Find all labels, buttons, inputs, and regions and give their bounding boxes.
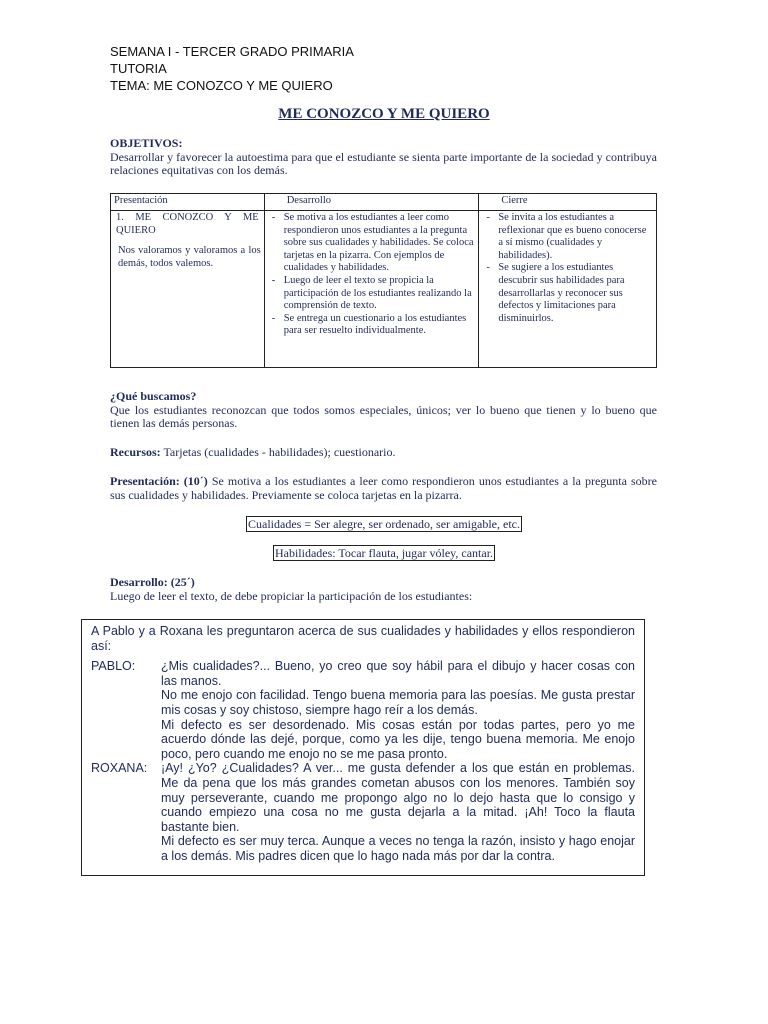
desarrollo-label: Desarrollo: (25´) (110, 575, 195, 589)
pablo-paragraph: Mi defecto es ser desordenado. Mis cosas están por todas partes, pero yo me acuerdo dónde las dejé, porque, como ya les dije, tengo buena memoria. Me enojo poco, pero cuando me enojo no se me pasa pronto. (161, 717, 635, 761)
roxana-response (91, 761, 635, 863)
pablo-response (91, 659, 635, 761)
recursos-label: Recursos: (110, 445, 161, 459)
presentacion-label: Presentación: (10´) (110, 474, 208, 488)
pablo-paragraph: ¿Mis cualidades?... Bueno, yo creo que soy hábil para el dibujo y hacer cosas con las manos. (161, 659, 635, 688)
habilidades-card (0, 546, 768, 561)
speaker-name-pablo: PABLO: (91, 659, 136, 674)
recursos-text: Tarjetas (cualidades - habilidades); cuestionario. (160, 445, 396, 459)
table-row (111, 211, 657, 368)
desarrollo-list (268, 212, 476, 338)
recursos-section (110, 446, 657, 460)
pablo-paragraph: No me enojo con facilidad. Tengo buena memoria para las poesías. Me gusta prestar mis cosas y soy chistoso, siempre hago reír a los demás. (161, 688, 635, 717)
cierre-list (482, 212, 653, 325)
header-line-tema: TEMA: ME CONOZCO Y ME QUIERO (110, 78, 333, 93)
page-title: ME CONOZCO Y ME QUIERO (278, 106, 490, 122)
lesson-plan-table (110, 193, 657, 368)
objetivos-section (110, 137, 657, 178)
cualidades-card (0, 517, 768, 532)
dialog-box (81, 619, 645, 876)
table-header-cierre: Cierre (479, 194, 657, 211)
list-item: - Se invita a los estudiantes a reflexionar que es bueno conocerse a sí mismo (cualidades y habilidades). (498, 212, 653, 262)
list-item: - Luego de leer el texto se propicia la participación de los estudiantes realizando la comprensión de texto. (284, 275, 476, 313)
header-line-tutoria: TUTORIA (110, 61, 167, 76)
table-header-row (111, 194, 657, 211)
list-item: - Se sugiere a los estudiantes descubrir sus habilidades para desarrollarlas y reconocer sus defectos y limitaciones para disminuirlos. (498, 262, 653, 325)
que-buscamos-text: Que los estudiantes reconozcan que todos somos especiales, únicos; ver lo bueno que tienen y lo bueno que tienen las demás personas. (110, 402, 657, 430)
dialog-intro: A Pablo y a Roxana les preguntaron acerca de sus cualidades y habilidades y ellos respondieron así: (91, 624, 635, 653)
presentacion-text: Nos valoramos y valoramos a los demás, todos valemos. (118, 245, 261, 269)
table-header-desarrollo: Desarrollo (264, 194, 479, 211)
presentacion-text: Se motiva a los estudiantes a leer como respondieron unos estudiantes a la pregunta sobre sus cualidades y habilidades. Previamente se coloca tarjetas en la pizarra. (110, 474, 658, 502)
header-line-semana: SEMANA I - TERCER GRADO PRIMARIA (110, 44, 354, 59)
objetivos-text: Desarrollar y favorecer la autoestima para que el estudiante se sienta parte importante de la sociedad y contribuya relaciones equitativas con los demás. (110, 149, 657, 177)
cualidades-text: Cualidades = Ser alegre, ser ordenado, ser amigable, etc. (248, 517, 520, 531)
que-buscamos-section (110, 390, 657, 431)
objetivos-heading: OBJETIVOS: (110, 136, 183, 150)
roxana-paragraph: Mi defecto es ser muy terca. Aunque a veces no tenga la razón, insisto y hago enojar a los demás. Mis padres dicen que lo hago nada más por dar la contra. (161, 834, 635, 863)
table-header-presentacion: Presentación (111, 194, 265, 211)
list-item: - Se entrega un cuestionario a los estudiantes para ser resuelto individualmente. (284, 313, 476, 338)
desarrollo-section (110, 576, 657, 603)
que-buscamos-heading: ¿Qué buscamos? (110, 389, 197, 403)
list-item: - Se motiva a los estudiantes a leer como respondieron unos estudiantes a la pregunta sobre sus cualidades y habilidades. Se coloca tarjetas en la pizarra. Con ejemplos de cualidades y habilidades. (284, 212, 476, 275)
habilidades-text: Habilidades: Tocar flauta, jugar vóley, cantar. (274, 546, 494, 560)
speaker-name-roxana: ROXANA: (91, 761, 148, 776)
presentacion-section (110, 475, 657, 502)
presentacion-item: 1. ME CONOZCO Y ME QUIERO (116, 212, 259, 236)
desarrollo-text: Luego de leer el texto, de debe propiciar la participación de los estudiantes: (110, 588, 473, 603)
roxana-paragraph: ¡Ay! ¿Yo? ¿Cualidades? A ver... me gusta defender a los que están en problemas. Me da pena que los más grandes cometan abusos con los menores. También soy muy perseverante, cuando me propongo algo no lo dejo hasta que lo consigo y cuando empiezo una cosa no me gusta dejarla a la mitad. ¡Ah! Toco la flauta bastante bien. (161, 761, 635, 834)
